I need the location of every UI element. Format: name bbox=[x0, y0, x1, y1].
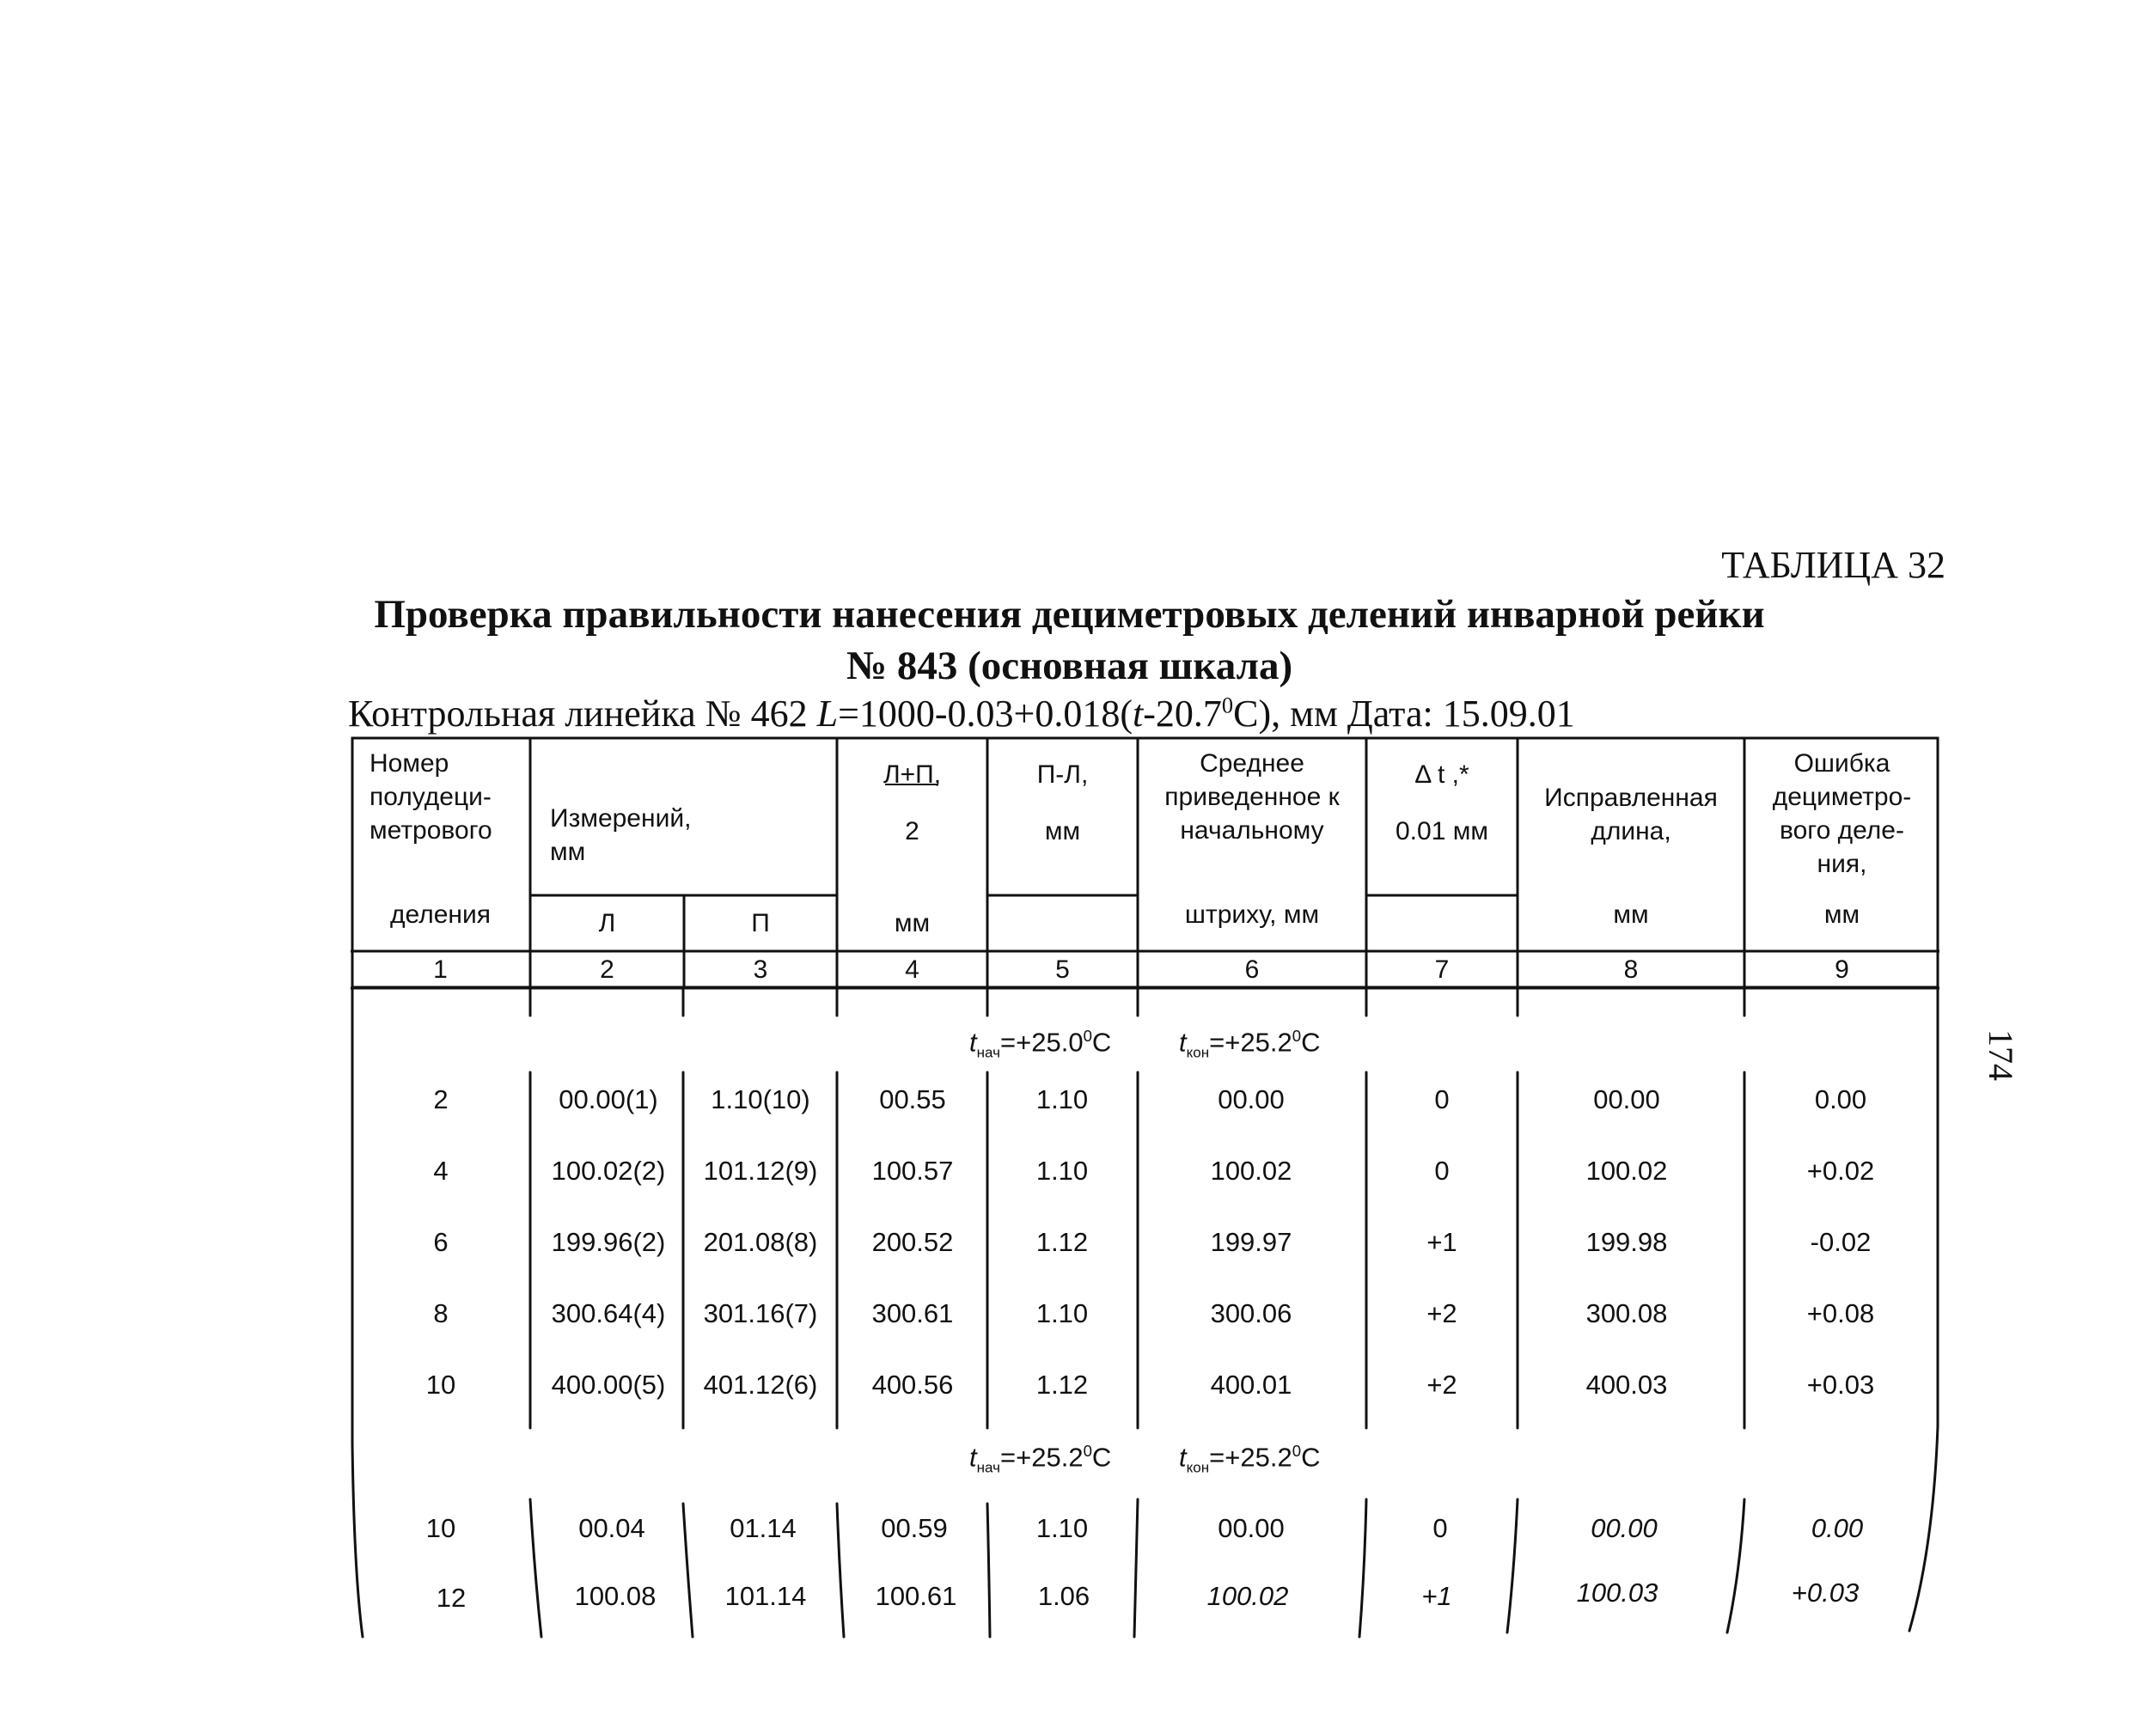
table-cell: +2 bbox=[1426, 1298, 1457, 1328]
table-cell: 100.61 bbox=[875, 1581, 957, 1611]
table-cell: 400.01 bbox=[1210, 1370, 1292, 1400]
col3-header: П bbox=[751, 909, 770, 937]
table-cell: 199.97 bbox=[1210, 1227, 1292, 1257]
table-cell: 1.10(10) bbox=[711, 1084, 810, 1114]
table-cell: 100.57 bbox=[871, 1156, 954, 1186]
table-cell: +0.03 bbox=[1806, 1370, 1875, 1400]
table-cell: +2 bbox=[1426, 1370, 1457, 1400]
column-number: 3 bbox=[753, 955, 768, 984]
table-cell: -0.02 bbox=[1810, 1227, 1872, 1257]
t-start-label: $t_{нач}=+25.0^0C$ bbox=[969, 1027, 1112, 1061]
table-cell: 100.08 bbox=[574, 1581, 657, 1611]
table-cell: 400.00(5) bbox=[551, 1370, 666, 1400]
table-cell: 2 bbox=[433, 1084, 449, 1114]
table-cell: 101.12(9) bbox=[703, 1156, 818, 1186]
column-number: 8 bbox=[1623, 955, 1639, 984]
table-cell: 100.02 bbox=[1210, 1156, 1292, 1186]
table-cell: 1.10 bbox=[1035, 1298, 1089, 1328]
table-cell: +0.08 bbox=[1806, 1298, 1875, 1328]
col2-header: Л bbox=[598, 909, 616, 937]
table-cell: 300.64(4) bbox=[551, 1298, 666, 1328]
column-number: 4 bbox=[905, 955, 919, 984]
table-cell: 401.12(6) bbox=[703, 1370, 818, 1400]
table-cell: 0 bbox=[1434, 1156, 1450, 1186]
col4-header-unit: мм bbox=[894, 909, 931, 937]
table-cell: 0 bbox=[1432, 1513, 1448, 1543]
table-cell: 300.61 bbox=[871, 1298, 954, 1328]
col6-header: Среднее приведенное к начальному bbox=[1164, 749, 1340, 845]
page-number: 174 bbox=[1982, 1029, 2020, 1081]
table-cell: 00.00(1) bbox=[559, 1084, 658, 1114]
table-cell: 1.10 bbox=[1035, 1084, 1089, 1114]
table-cell: 0.00 bbox=[1811, 1513, 1864, 1543]
table-cell: 100.02 bbox=[1585, 1156, 1668, 1186]
table-cell: 1.10 bbox=[1035, 1156, 1089, 1186]
t-end-label: $t_{кон}=+25.2^0C$ bbox=[1179, 1442, 1321, 1476]
table-cell: 10 bbox=[425, 1370, 456, 1400]
column-number: 6 bbox=[1244, 955, 1260, 984]
table-cell: 6 bbox=[433, 1227, 449, 1257]
table-cell: 0 bbox=[1434, 1084, 1450, 1114]
table-cell: +0.03 bbox=[1791, 1578, 1860, 1608]
col9-header: Ошибка дециметро- вого деле- ния, bbox=[1772, 749, 1912, 878]
table-cell: 8 bbox=[433, 1298, 449, 1328]
col9-header-bottom: мм bbox=[1823, 900, 1860, 929]
col8-header-bottom: мм bbox=[1613, 900, 1649, 929]
table-title-line-2: № 843 (основная шкала) bbox=[846, 644, 1293, 688]
column-number: 2 bbox=[600, 955, 614, 984]
table-cell: 201.08(8) bbox=[703, 1227, 818, 1257]
table-cell: 199.98 bbox=[1585, 1227, 1668, 1257]
column-number: 1 bbox=[433, 955, 448, 984]
table-cell: 400.03 bbox=[1585, 1370, 1668, 1400]
col23-header: Измерений, мм bbox=[550, 804, 692, 866]
table-cell: 00.00 bbox=[1591, 1513, 1658, 1543]
column-number: 5 bbox=[1055, 955, 1070, 984]
table-cell: 01.14 bbox=[730, 1513, 797, 1543]
col1-header-bottom: деления bbox=[390, 900, 491, 929]
table-cell: 4 bbox=[433, 1156, 449, 1186]
table-cell: 0.00 bbox=[1814, 1084, 1867, 1114]
column-number: 9 bbox=[1835, 955, 1849, 984]
table-cell: 1.12 bbox=[1035, 1370, 1089, 1400]
table-cell: 00.04 bbox=[578, 1513, 645, 1543]
table-cell: 301.16(7) bbox=[703, 1298, 818, 1328]
table-cell: 199.96(2) bbox=[551, 1227, 666, 1257]
table-label: ТАБЛИЦА 32 bbox=[1721, 544, 1945, 586]
t-start-label: $t_{нач}=+25.2^0C$ bbox=[969, 1442, 1112, 1476]
table-title-line-1: Проверка правильности нанесения дециметровых делений инварной рейки bbox=[374, 592, 1765, 637]
table-cell: 00.00 bbox=[1593, 1084, 1660, 1114]
control-ruler-line: Контрольная линейка № 462 $L=1000-0.03+0.018(t-20.7^0C)$, мм Дата: 15.09.01 bbox=[348, 692, 1575, 735]
col7-header: Δ t ,* 0.01 мм bbox=[1396, 760, 1488, 845]
t-end-label: $t_{кон}=+25.2^0C$ bbox=[1179, 1027, 1321, 1061]
table-cell: 400.56 bbox=[871, 1370, 954, 1400]
table-cell: 100.03 bbox=[1576, 1578, 1658, 1608]
table-cell: 00.55 bbox=[879, 1084, 946, 1114]
table-cell: +1 bbox=[1421, 1581, 1452, 1611]
table-cell: 12 bbox=[436, 1583, 467, 1613]
table-cell: 100.02(2) bbox=[551, 1156, 666, 1186]
col8-header: Исправленная длина, bbox=[1544, 784, 1718, 845]
table-cell: 00.00 bbox=[1218, 1084, 1285, 1114]
table-cell: 00.00 bbox=[1218, 1513, 1285, 1543]
table-cell: 300.08 bbox=[1585, 1298, 1668, 1328]
table-cell: 300.06 bbox=[1210, 1298, 1292, 1328]
table-cell: +0.02 bbox=[1806, 1156, 1875, 1186]
table-cell: 00.59 bbox=[881, 1513, 948, 1543]
table-cell: 101.14 bbox=[724, 1581, 807, 1611]
table-cell: +1 bbox=[1426, 1227, 1457, 1257]
col1-header: Номер полудеци- метрового bbox=[370, 749, 492, 845]
column-number: 7 bbox=[1434, 955, 1450, 984]
table-cell: 10 bbox=[425, 1513, 456, 1543]
col4-header: Л+П, 2 bbox=[883, 760, 942, 845]
table-cell: 200.52 bbox=[871, 1227, 954, 1257]
table-cell: 1.10 bbox=[1035, 1513, 1089, 1543]
table-cell: 100.02 bbox=[1206, 1581, 1289, 1611]
col5-header: П-Л, мм bbox=[1036, 760, 1089, 845]
table-cell: 1.12 bbox=[1035, 1227, 1089, 1257]
table-cell: 1.06 bbox=[1037, 1581, 1090, 1611]
col6-header-bottom: штриху, мм bbox=[1184, 900, 1320, 929]
